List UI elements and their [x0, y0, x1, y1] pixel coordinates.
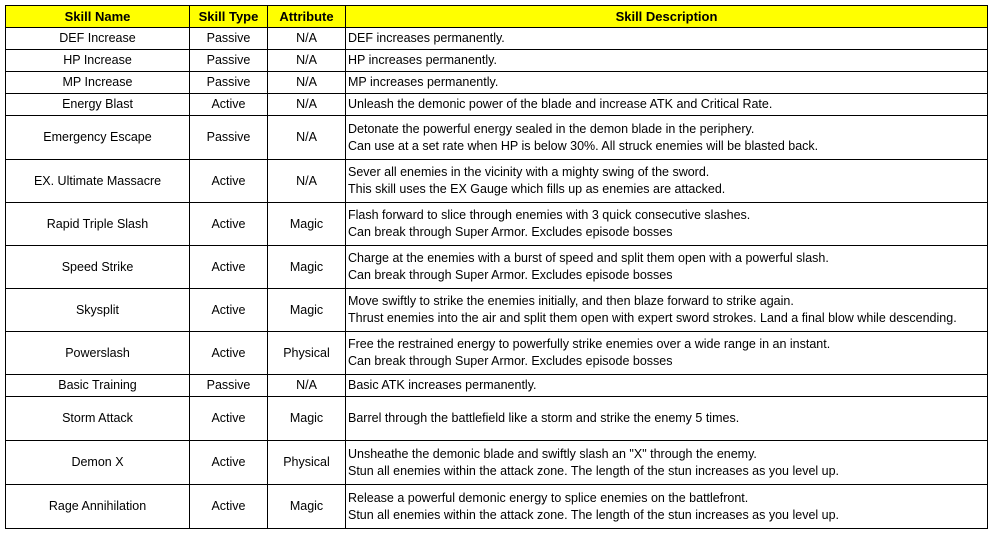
description-line: Can break through Super Armor. Excludes episode bosses — [348, 268, 673, 282]
skill-name-cell: Rage Annihilation — [6, 485, 190, 529]
description-line: Stun all enemies within the attack zone. The length of the stun increases as you level up. — [348, 507, 840, 522]
description-line: Unleash the demonic power of the blade and increase ATK and Critical Rate. — [348, 97, 773, 111]
skill-type-cell: Active — [190, 332, 268, 375]
skill-type-cell: Active — [190, 485, 268, 529]
description-cell — [346, 116, 988, 160]
skill-name-cell: HP Increase — [6, 50, 190, 72]
description-cell — [346, 332, 988, 375]
table-row — [6, 441, 988, 485]
skill-type-cell: Passive — [190, 50, 268, 72]
description-line: Flash forward to slice through enemies with 3 quick consecutive slashes. — [348, 208, 751, 222]
attribute-cell: Magic — [268, 246, 346, 289]
description-line: Charge at the enemies with a burst of speed and split them open with a powerful slash. — [348, 251, 829, 265]
table-row — [6, 72, 988, 94]
attribute-cell: N/A — [268, 72, 346, 94]
description-cell — [346, 203, 988, 246]
skill-type-cell: Active — [190, 203, 268, 246]
header-row — [6, 6, 988, 28]
skill-type-cell: Active — [190, 160, 268, 203]
description-line: Stun all enemies within the attack zone. The length of the stun increases as you level up. — [348, 463, 840, 478]
table-row — [6, 160, 988, 203]
table-row — [6, 246, 988, 289]
skills-table — [5, 5, 988, 529]
description-line: Can break through Super Armor. Excludes episode bosses — [348, 225, 673, 239]
description-line: Thrust enemies into the air and split them open with expert sword strokes. Land a final blow while descending. — [348, 311, 957, 325]
table-row — [6, 397, 988, 441]
table-row — [6, 289, 988, 332]
attribute-cell: N/A — [268, 116, 346, 160]
description-line: Barrel through the battlefield like a storm and strike the enemy 5 times. — [348, 411, 740, 425]
skill-name-cell: Basic Training — [6, 375, 190, 397]
description-cell — [346, 375, 988, 397]
table-row — [6, 375, 988, 397]
skill-type-cell: Active — [190, 397, 268, 441]
table-row — [6, 50, 988, 72]
description-cell — [346, 397, 988, 441]
skill-type-cell: Passive — [190, 28, 268, 50]
description-line: Detonate the powerful energy sealed in the demon blade in the periphery. — [348, 121, 755, 136]
attribute-cell: Magic — [268, 397, 346, 441]
header-skill-description: Skill Description — [346, 6, 988, 28]
description-line: This skill uses the EX Gauge which fills up as enemies are attacked. — [348, 182, 726, 196]
skill-name-cell: Demon X — [6, 441, 190, 485]
description-cell — [346, 289, 988, 332]
skill-name-cell: DEF Increase — [6, 28, 190, 50]
skill-type-cell: Passive — [190, 72, 268, 94]
description-line: MP increases permanently. — [348, 75, 499, 89]
description-cell — [346, 485, 988, 529]
table-row — [6, 116, 988, 160]
description-line: HP increases permanently. — [348, 53, 497, 67]
attribute-cell: N/A — [268, 28, 346, 50]
description-cell — [346, 441, 988, 485]
skill-type-cell: Active — [190, 246, 268, 289]
attribute-cell: N/A — [268, 375, 346, 397]
skill-name-cell: Storm Attack — [6, 397, 190, 441]
attribute-cell: Magic — [268, 289, 346, 332]
description-cell — [346, 160, 988, 203]
attribute-cell: Physical — [268, 332, 346, 375]
attribute-cell: Physical — [268, 441, 346, 485]
skill-name-cell: Rapid Triple Slash — [6, 203, 190, 246]
skill-name-cell: EX. Ultimate Massacre — [6, 160, 190, 203]
header-skill-type: Skill Type — [190, 6, 268, 28]
header-skill-name: Skill Name — [6, 6, 190, 28]
table-row — [6, 28, 988, 50]
skill-name-cell: Emergency Escape — [6, 116, 190, 160]
description-line: DEF increases permanently. — [348, 31, 505, 45]
skill-type-cell: Passive — [190, 116, 268, 160]
skill-type-cell: Active — [190, 289, 268, 332]
attribute-cell: N/A — [268, 50, 346, 72]
description-line: Can break through Super Armor. Excludes episode bosses — [348, 354, 673, 368]
attribute-cell: Magic — [268, 203, 346, 246]
attribute-cell: N/A — [268, 160, 346, 203]
description-line: Move swiftly to strike the enemies initially, and then blaze forward to strike again. — [348, 294, 794, 308]
skill-type-cell: Passive — [190, 375, 268, 397]
skill-name-cell: Speed Strike — [6, 246, 190, 289]
table-row — [6, 94, 988, 116]
skill-name-cell: Skysplit — [6, 289, 190, 332]
table-row — [6, 203, 988, 246]
skill-name-cell: Energy Blast — [6, 94, 190, 116]
description-line: Basic ATK increases permanently. — [348, 378, 537, 392]
description-line: Can use at a set rate when HP is below 30%. All struck enemies will be blasted back. — [348, 138, 819, 153]
description-cell — [346, 72, 988, 94]
description-cell — [346, 28, 988, 50]
skill-name-cell: MP Increase — [6, 72, 190, 94]
attribute-cell: Magic — [268, 485, 346, 529]
skill-type-cell: Active — [190, 94, 268, 116]
description-line: Sever all enemies in the vicinity with a mighty swing of the sword. — [348, 165, 710, 179]
attribute-cell: N/A — [268, 94, 346, 116]
description-line: Free the restrained energy to powerfully strike enemies over a wide range in an instant. — [348, 337, 831, 351]
description-cell — [346, 94, 988, 116]
table-row — [6, 332, 988, 375]
description-line: Unsheathe the demonic blade and swiftly slash an "X" through the enemy. — [348, 446, 757, 461]
header-attribute: Attribute — [268, 6, 346, 28]
skill-type-cell: Active — [190, 441, 268, 485]
description-cell — [346, 50, 988, 72]
table-row — [6, 485, 988, 529]
skill-name-cell: Powerslash — [6, 332, 190, 375]
description-cell — [346, 246, 988, 289]
description-line: Release a powerful demonic energy to splice enemies on the battlefront. — [348, 490, 749, 505]
